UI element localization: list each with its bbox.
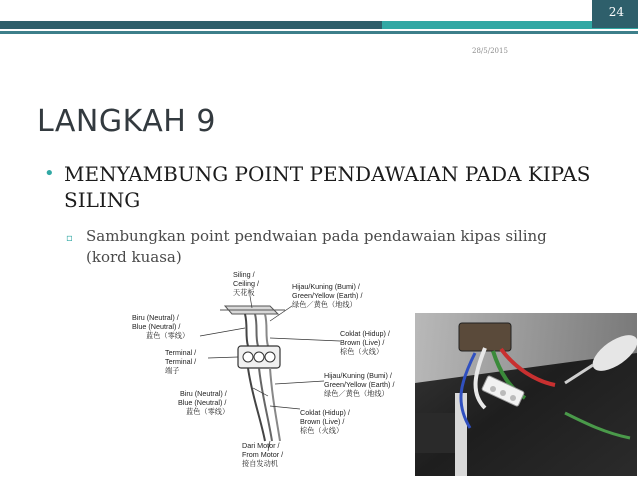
label-neutral-bottom-1: Biru (Neutral) / (180, 389, 227, 398)
wire-bottom-1 (248, 368, 265, 441)
photo-terminal-screw-3 (510, 395, 516, 401)
label-live-top-2: Brown (Live) / (340, 338, 385, 347)
leader-live-top (270, 338, 340, 341)
label-live-top-3: 棕色（火线） (340, 347, 384, 356)
label-ceiling-1: Siling / (233, 270, 255, 279)
label-live-bottom-3: 棕色（火线） (300, 426, 344, 435)
label-terminal-3: 端子 (165, 366, 180, 375)
label-terminal-2: Terminal / (165, 357, 197, 366)
photo-terminal-screw-2 (500, 390, 506, 396)
terminal-screw-3 (265, 352, 275, 362)
label-motor-1: Dari Motor / (242, 441, 280, 450)
ceiling-fan-wiring-photo (415, 313, 637, 476)
photo-ceiling-box (459, 323, 511, 351)
wire-bottom-3 (270, 368, 280, 441)
label-live-bottom-2: Brown (Live) / (300, 417, 345, 426)
label-neutral-bottom-3: 蓝色（零线） (186, 407, 230, 416)
slide-number-tab (592, 0, 638, 28)
label-motor-2: From Motor / (242, 450, 284, 459)
slide-title: LANGKAH 9 (37, 104, 216, 139)
bullet-dot-icon: • (44, 163, 55, 184)
label-earth-top-2: Green/Yellow (Earth) / (292, 291, 363, 300)
photo-fan-body (415, 413, 455, 453)
label-earth-bottom-2: Green/Yellow (Earth) / (324, 380, 395, 389)
label-terminal-1: Terminal / (165, 348, 197, 357)
leader-terminal (208, 357, 238, 358)
terminal-screw-1 (243, 352, 253, 362)
bullet-sub-text: Sambungkan point pendwaian pada pendawaian kipas siling (kord kuasa) (86, 227, 547, 266)
bullet-square-icon: ▫ (66, 233, 73, 244)
bullet-main-text: MENYAMBUNG POINT PENDAWAIAN PADA KIPAS SILING (64, 162, 591, 212)
label-motor-3: 接自发动机 (242, 459, 278, 468)
header-rule (0, 31, 638, 34)
wire-top-2 (255, 314, 258, 346)
leader-earth-bottom (275, 381, 324, 384)
label-neutral-top-1: Biru (Neutral) / (132, 313, 179, 322)
slide-number: 24 (608, 5, 624, 19)
leader-neutral-bottom (253, 388, 268, 396)
label-live-bottom-1: Coklat (Hidup) / (300, 408, 350, 417)
label-neutral-top-2: Blue (Neutral) / (132, 322, 181, 331)
leader-neutral-top (200, 328, 245, 336)
label-ceiling-3: 天花板 (233, 288, 255, 297)
slide-date: 28/5/2015 (472, 47, 508, 55)
label-neutral-top-3: 蓝色（零线） (146, 331, 190, 340)
label-neutral-bottom-2: Blue (Neutral) / (178, 398, 227, 407)
label-earth-bottom-1: Hijau/Kuning (Bumi) / (324, 371, 392, 380)
wire-top-3 (265, 314, 268, 346)
terminal-screw-2 (254, 352, 264, 362)
label-live-top-1: Coklat (Hidup) / (340, 329, 390, 338)
label-earth-top-3: 绿色／黄色（地线） (292, 300, 357, 309)
photo-terminal-screw-1 (490, 386, 496, 392)
label-ceiling-2: Ceiling / (233, 279, 259, 288)
label-earth-top-1: Hijau/Kuning (Bumi) / (292, 282, 360, 291)
wire-top-1 (245, 314, 248, 346)
label-earth-bottom-3: 绿色／黄色（地线） (324, 389, 389, 398)
wiring-diagram (120, 266, 420, 476)
